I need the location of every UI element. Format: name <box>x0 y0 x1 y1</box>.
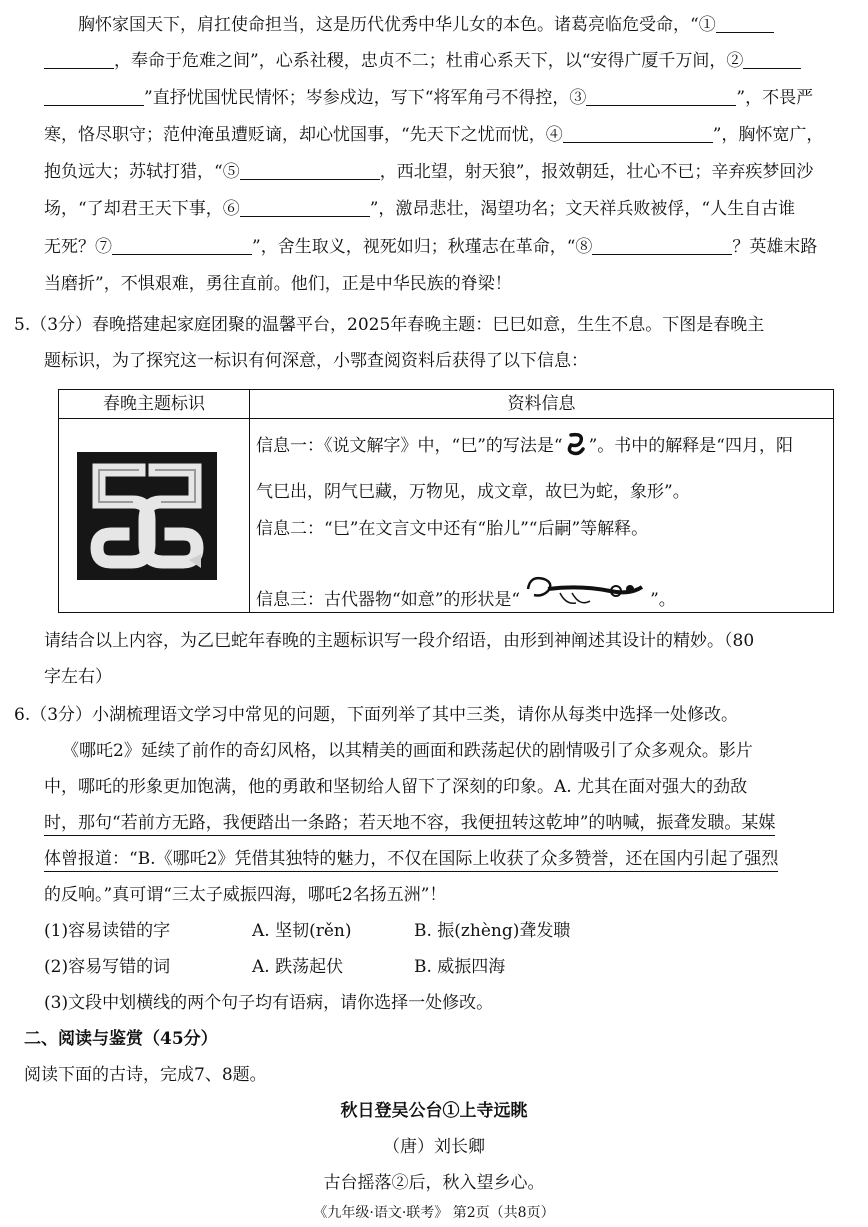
q4-line-7 <box>44 236 817 258</box>
q4-line-2 <box>44 50 801 72</box>
q6-para-line-2: 中，哪吒的形象更加饱满，他的勇敢和坚韧给人留下了深刻的印象。A. 尤其在面对强大的劲敌 <box>44 777 748 797</box>
q6-para-line-5: 的反响。”真可谓“三太子威振四海，哪吒2名扬五洲”！ <box>44 885 447 905</box>
q4-line-8 <box>44 273 512 295</box>
q6-stem: 6.（3分）小湖梳理语文学习中常见的问题，下面列举了其中三类，请你从每类中选择一处修改。 <box>14 705 739 725</box>
poem-title: 秋日登吴公台①上寺远眺 <box>340 1101 528 1121</box>
answer-blank-8[interactable] <box>592 237 732 255</box>
answer-blank-1b[interactable] <box>44 51 114 69</box>
table-header-logo: 春晚主题标识 <box>59 390 250 419</box>
q4-text: ”，舍生取义，视死如归；秋瑾志在革命，“⑧ <box>252 237 593 257</box>
answer-blank-7[interactable] <box>112 237 252 255</box>
q6-option-2-a: A. 跌荡起伏 <box>252 957 344 977</box>
table-header-info: 资料信息 <box>250 390 834 419</box>
q6-option-1-b: B. 振(zhèng)聋发聩 <box>414 921 571 941</box>
q6-option-3: (3)文段中划横线的两个句子均有语病，请你选择一处修改。 <box>44 993 494 1013</box>
section-2-heading: 二、阅读与鉴赏（45分） <box>24 1029 218 1049</box>
info-1-line-1: 信息一：《说文解字》中，“巳”的写法是“ ”。书中的解释是“四月，阳 <box>256 431 793 457</box>
answer-blank-1[interactable] <box>716 15 774 33</box>
q4-text: ”，胸怀宽广， <box>712 125 824 145</box>
info-cell <box>250 419 834 613</box>
poem-author: （唐）刘长卿 <box>383 1137 485 1157</box>
answer-blank-4[interactable] <box>563 125 713 143</box>
q4-text: ”，不畏严 <box>736 88 814 108</box>
q4-text: 当磨折”，不惧艰难，勇往直前。他们，正是中华民族的脊梁！ <box>44 274 512 294</box>
info-1-line-2: 气巳出，阴气巳藏，万物见，成文章，故巳为蛇，象形”。 <box>256 482 690 502</box>
q4-text: ，奉命于危难之间”，心系社稷，忠贞不二；杜甫心系天下，以“安得广厦千万间，② <box>114 51 744 71</box>
spring-festival-gala-logo-icon <box>77 452 217 580</box>
q4-text: ”，激昂悲壮，渴望功名；文天祥兵败被俘，“人生自古谁 <box>369 199 796 219</box>
q4-line-6 <box>44 198 795 220</box>
info-2-line: 信息二：“巳”在文言文中还有“胎儿”“后嗣”等解释。 <box>256 519 649 539</box>
logo-cell <box>59 419 250 613</box>
ancient-si-character-icon <box>563 431 589 457</box>
q5-stem-line-1: 5.（3分）春晚搭建起家庭团聚的温馨平台，2025年春晚主题：巳巳如意，生生不息。下图是春晚主 <box>14 315 765 335</box>
q4-text: 无死？⑦ <box>44 237 112 257</box>
q4-text: 抱负远大；苏轼打猎，“⑤ <box>44 162 240 182</box>
q6-option-1-a: A. 坚韧(rěn) <box>252 921 352 941</box>
poem-line-1: 古台摇落②后，秋入望乡心。 <box>323 1173 545 1193</box>
q4-line-3 <box>44 87 813 109</box>
q6-para-line-3: 时，那句“若前方无路，我便踏出一条路；若天地不容，我便扭转这乾坤”的呐喊，振聋发聩。某媒 <box>44 812 775 836</box>
q6-option-2-b: B. 威振四海 <box>414 957 506 977</box>
section-2-intro: 阅读下面的古诗，完成7、8题。 <box>24 1065 267 1085</box>
q6-option-2-label: (2)容易写错的词 <box>44 957 171 977</box>
q4-line-4 <box>44 124 823 146</box>
q5-task-line-1: 请结合以上内容，为乙巳蛇年春晚的主题标识写一段介绍语，由形到神阐述其设计的精妙。（80 <box>44 631 755 651</box>
ruyi-scepter-icon <box>520 567 650 609</box>
q5-task-line-2: 字左右） <box>44 667 112 687</box>
q5-stem-line-2: 题标识，为了探究这一标识有何深意，小鄂查阅资料后获得了以下信息： <box>44 351 588 371</box>
q4-line-5 <box>44 161 813 183</box>
q4-text: 寒，恪尽职守；范仲淹虽遭贬谪，却心忧国事，“先天下之忧而忧，④ <box>44 125 563 145</box>
q4-text: ，西北望，射天狼”，报效朝廷，壮心不已；辛弃疾梦回沙 <box>379 162 814 182</box>
page-footer: 《九年级·语文·联考》 第2页（共8页） <box>313 1205 555 1221</box>
q6-para-line-4: 体曾报道：“B.《哪吒2》凭借其独特的魅力，不仅在国际上收获了众多赞誉，还在国内引起了强烈 <box>44 848 778 872</box>
answer-blank-5[interactable] <box>240 162 380 180</box>
answer-blank-2[interactable] <box>743 51 801 69</box>
info-3-line: 信息三：古代器物“如意”的形状是“ ”。 <box>256 567 676 611</box>
q4-text: 胸怀家国天下，肩扛使命担当，这是历代优秀中华儿女的本色。诸葛亮临危受命，“① <box>78 15 716 35</box>
answer-blank-3[interactable] <box>586 88 736 106</box>
answer-blank-6[interactable] <box>240 199 370 217</box>
q5-info-table <box>58 389 834 613</box>
q4-line-1 <box>78 14 774 36</box>
q6-option-1-label: (1)容易读错的字 <box>44 921 171 941</box>
answer-blank-2b[interactable] <box>44 88 144 106</box>
q4-text: ？英雄末路 <box>732 237 818 257</box>
q4-text: 场，“了却君王天下事，⑥ <box>44 199 240 219</box>
q4-text: ”直抒忧国忧民情怀；岑参戍边，写下“将军角弓不得控，③ <box>144 88 587 108</box>
q6-para-line-1: 《哪吒2》延续了前作的奇幻风格，以其精美的画面和跌荡起伏的剧情吸引了众多观众。影片 <box>62 741 753 761</box>
